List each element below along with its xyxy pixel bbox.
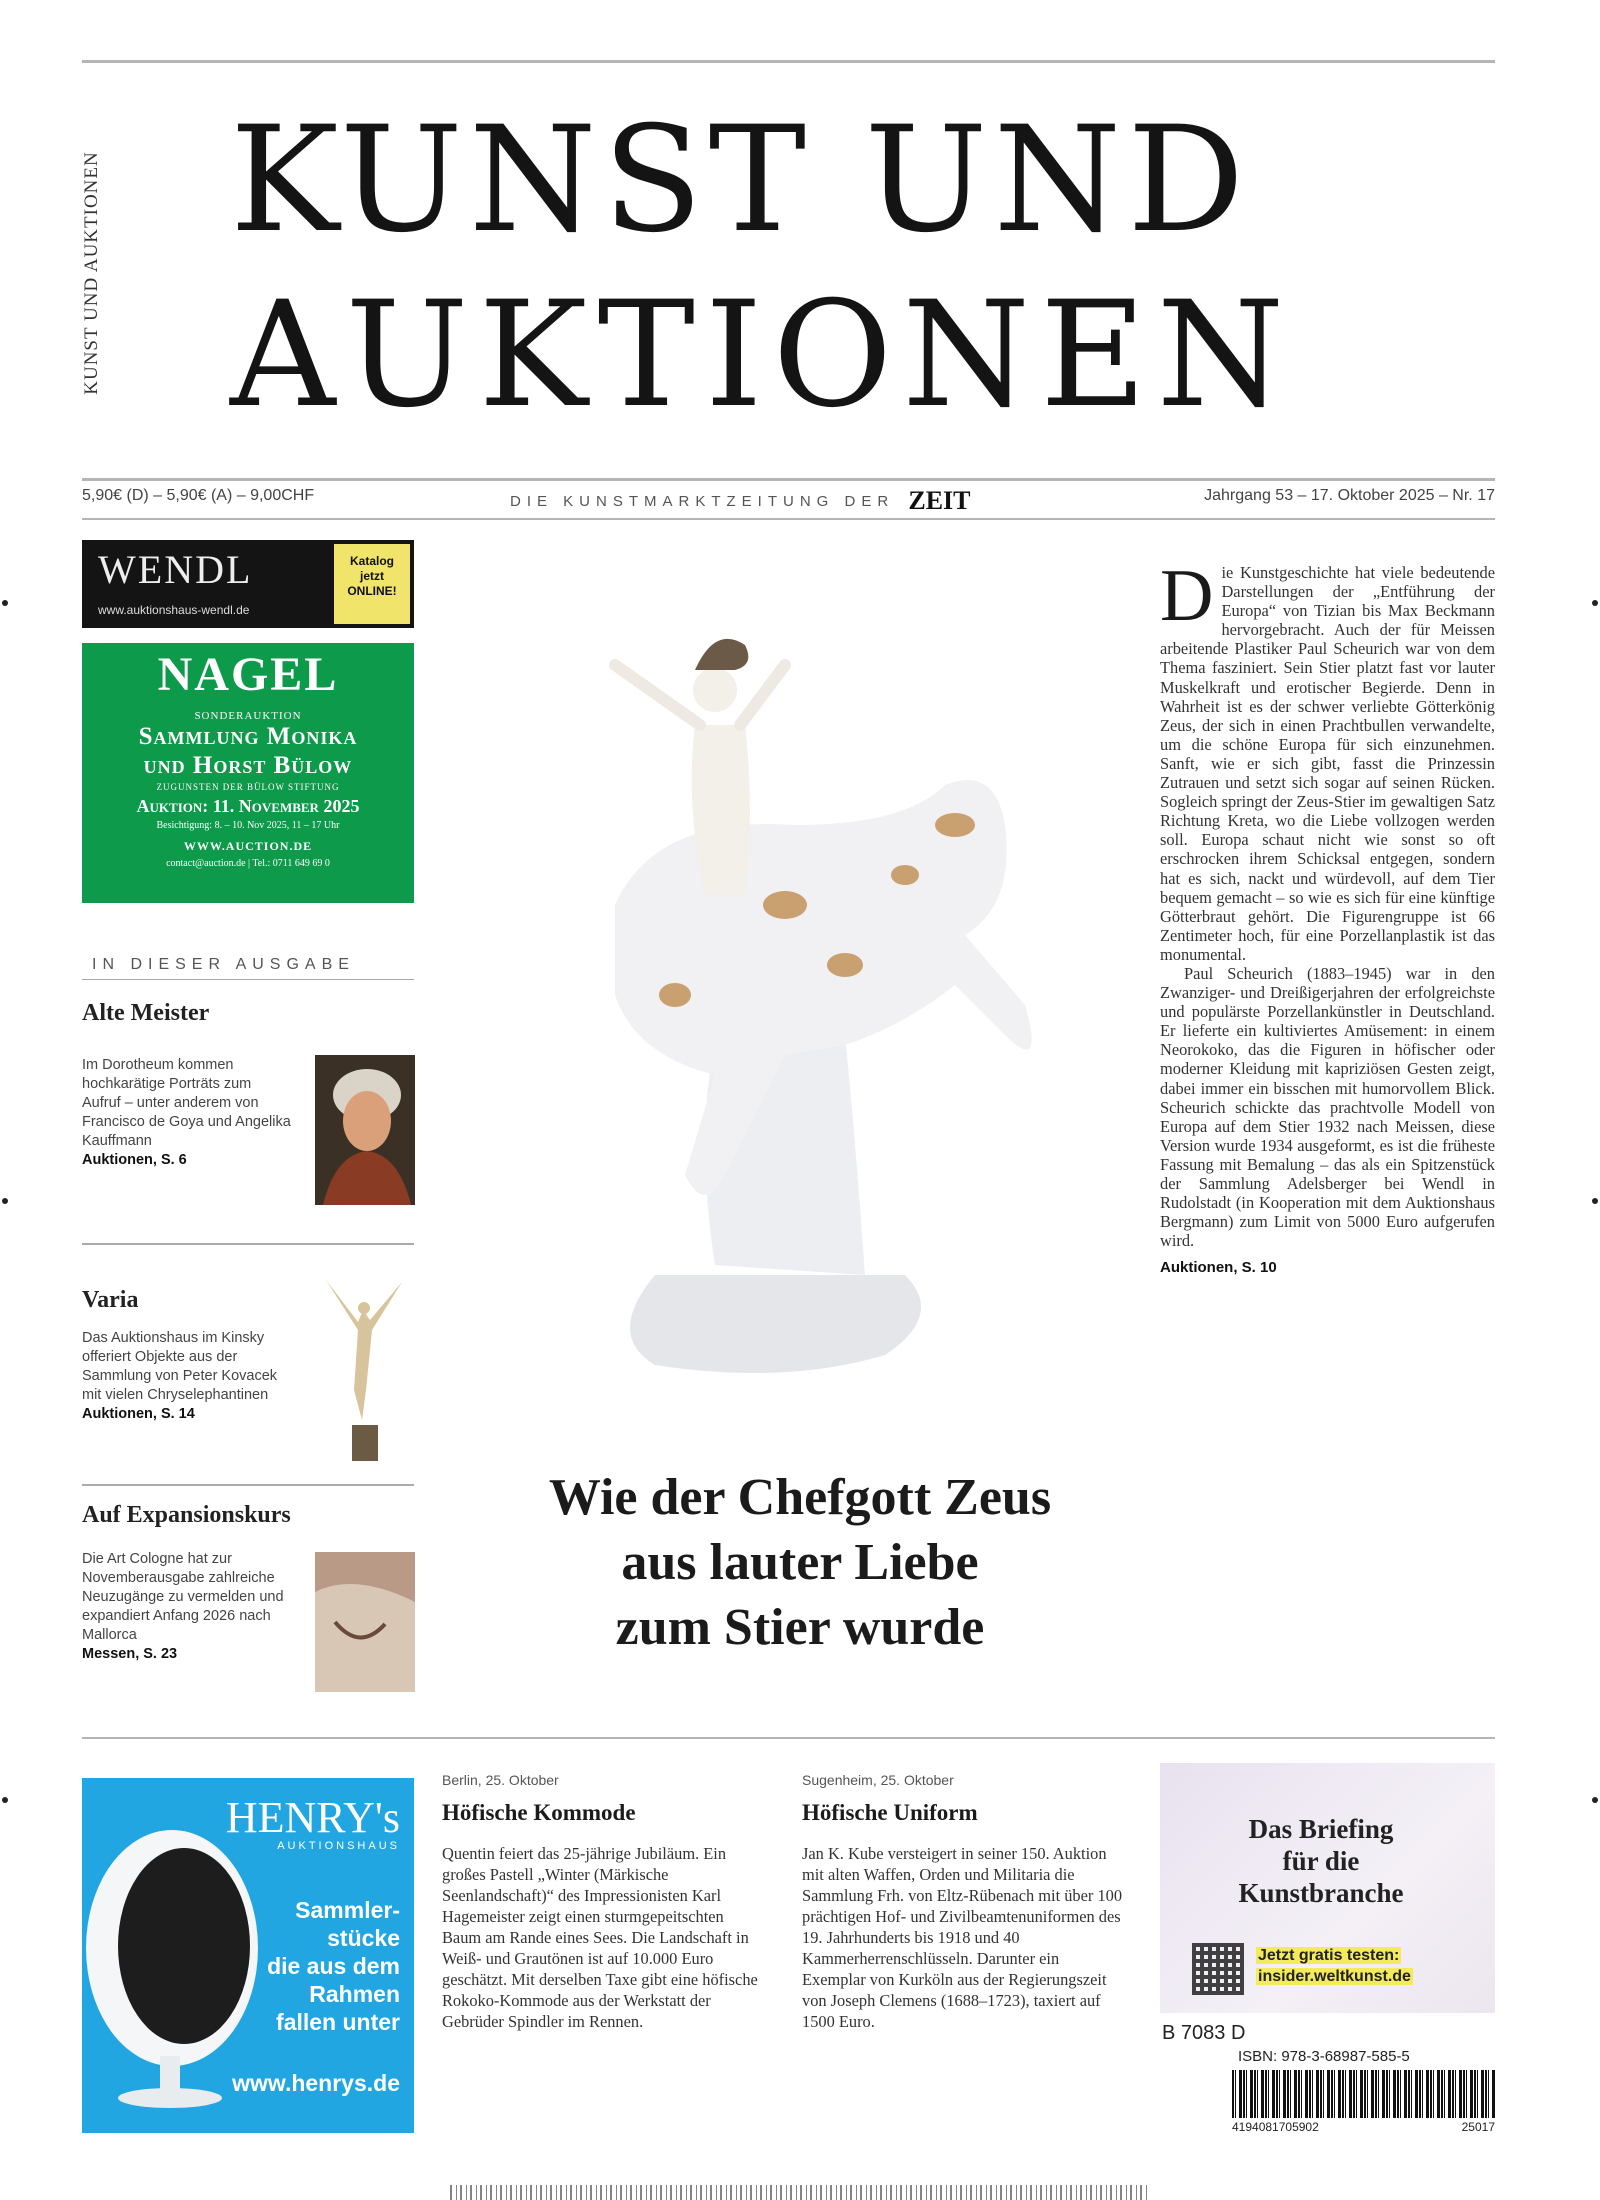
nagel-subtitle: SONDERAUKTION xyxy=(194,710,302,722)
masthead-line-1: KUNST UND xyxy=(230,95,1251,265)
nagel-logo: NAGEL xyxy=(157,648,339,701)
column-dateline: Sugenheim, 25. Oktober xyxy=(802,1772,954,1788)
teaser-title-varia[interactable]: Varia xyxy=(82,1287,139,1313)
wendl-logo: WENDL xyxy=(98,547,253,592)
tagline xyxy=(510,483,971,515)
qr-code-icon xyxy=(1192,1943,1244,1995)
henrys-url: www.henrys.de xyxy=(232,2070,400,2096)
column-dateline: Berlin, 25. Oktober xyxy=(442,1772,559,1788)
briefing-cta: Jetzt gratis testen: insider.weltkunst.de xyxy=(1258,1947,1411,1985)
teaser-ref: Auktionen, S. 6 xyxy=(82,1152,187,1168)
lead-article xyxy=(1160,555,1495,1277)
article-paragraph: Paul Scheurich (1883–1945) war in den Zwanziger- und Dreißigerjahren der erfolgreichste und populärste Porzellankünstler in Deutschland. Er lieferte ein kultiviertes Amüsement: in einem Neorokoko, das die Figuren in höfischer oder moderner Kleidung mit kapriziösen Gesten zeigt, dabei immer ein bisschen mit humorvollem Blick. Scheurich schickte das prachtvolle Modell von Europa auf dem Stier 1932 nach Meissen, diese Version wurde 1934 ausgeformt, es ist die früheste Fassung mit Bemalung – das als ein Spitzenstück der Sammlung Adelsberger bei Wendl in Rudolstadt (in Kooperation mit dem Auktionshaus Bergmann) zum Limit von 5000 Euro aufgerufen wird. xyxy=(1160,963,1495,1251)
divider xyxy=(82,1243,414,1245)
barcode-bars xyxy=(1232,2070,1495,2118)
teaser-title-alte-meister[interactable]: Alte Meister xyxy=(82,1000,210,1026)
henrys-subtitle: AUKTIONSHAUS xyxy=(277,1840,400,1852)
addon-number: 25017 xyxy=(1461,2120,1495,2134)
registration-mark xyxy=(2,1797,8,1803)
print-code: B 7083 D xyxy=(1162,2022,1246,2044)
issue-info: Jahrgang 53 – 17. Oktober 2025 – Nr. 17 xyxy=(1204,487,1495,504)
isbn: ISBN: 978-3-68987-585-5 xyxy=(1238,2048,1410,2065)
article-ref: Auktionen, S. 10 xyxy=(1160,1259,1277,1277)
briefing-ad[interactable] xyxy=(1160,1763,1495,2013)
masthead xyxy=(230,95,1410,445)
price-info: 5,90€ (D) – 5,90€ (A) – 9,00CHF xyxy=(82,487,315,504)
lead-headline[interactable]: Wie der Chefgott Zeus aus lauter Liebe zum Stier wurde xyxy=(548,1469,1052,1656)
henrys-ad[interactable] xyxy=(82,1778,414,2133)
art-image xyxy=(315,1552,415,1692)
sculpture-image xyxy=(318,1270,408,1465)
infobar-top-rule xyxy=(82,478,1495,481)
spine-title: KUNST UND AUKTIONEN xyxy=(81,151,102,395)
nagel-ad[interactable] xyxy=(82,643,414,903)
teaser-title-expansionskurs[interactable]: Auf Expansionskurs xyxy=(82,1502,291,1528)
registration-mark xyxy=(2,1198,8,1204)
bottom-section-rule xyxy=(82,1737,1495,1739)
tagline-text: DIE KUNSTMARKTZEITUNG DER xyxy=(510,493,895,510)
nagel-note: ZUGUNSTEN DER BÜLOW STIFTUNG xyxy=(156,782,340,792)
teaser-text: Im Dorotheum kommen hochkarätige Porträts zum Aufruf – unter anderem von Francisco de Goya und Angelika Kauffmann Auktionen, S. 6 xyxy=(82,1057,291,1168)
briefing-title: Das Briefing für die Kunstbranche xyxy=(1238,1814,1404,1908)
registration-mark xyxy=(1592,600,1598,606)
catalog-badge: Katalog jetzt ONLINE! xyxy=(334,544,410,624)
footer-marks xyxy=(450,2185,1150,2200)
barcode xyxy=(1232,2070,1495,2134)
wendl-url: www.auktionshaus-wendl.de xyxy=(98,603,250,617)
column-title[interactable]: Höfische Uniform xyxy=(802,1800,978,1825)
ean-number: 4194081705902 xyxy=(1232,2120,1319,2134)
porcelain-figurine-image xyxy=(525,575,1085,1385)
portrait-image xyxy=(315,1055,415,1205)
divider xyxy=(82,1484,414,1486)
nagel-viewing: Besichtigung: 8. – 10. Nov 2025, 11 – 17 Uhr xyxy=(156,820,340,831)
henrys-copy: Sammler- stücke die aus dem Rahmen fallen unter xyxy=(267,1897,400,2035)
nagel-headline: Sammlung Monika und Horst Bülow xyxy=(138,723,358,779)
registration-mark xyxy=(2,600,8,606)
masthead-line-2: AUKTIONEN xyxy=(230,270,1295,440)
top-rule xyxy=(82,60,1495,63)
registration-mark xyxy=(1592,1198,1598,1204)
wendl-ad[interactable] xyxy=(82,540,414,628)
column-text: Jan K. Kube versteigert in seiner 150. Auktion mit alten Waffen, Orden und Militaria die Sammlung Frh. von Eltz-Rübenach mit über 100 prächtigen Hof- und Zivilbeamtenuniformen des 19. Jahrhunderts bis 1918 und 40 Kammerherrenschlüsseln. Darunter ein Exemplar von Kurköln aus der Regierungszeit von Joseph Clemens (1688–1723), taxiert auf 1500 Euro. xyxy=(802,1844,1123,2031)
henrys-logo: HENRY's xyxy=(225,1793,400,1842)
nagel-date: Auktion: 11. November 2025 xyxy=(136,796,360,816)
section-in-this-issue: IN DIESER AUSGABE xyxy=(82,952,414,980)
teaser-ref: Messen, S. 23 xyxy=(82,1646,178,1662)
teaser-text: Die Art Cologne hat zur Novemberausgabe zahlreiche Neuzugänge zu vermelden und expandiert Anfang 2026 nach Mallorca Messen, S. 23 xyxy=(82,1551,284,1662)
teaser-ref: Auktionen, S. 14 xyxy=(82,1406,195,1422)
infobar-bottom-rule xyxy=(82,518,1495,520)
drop-cap: D xyxy=(1160,555,1214,637)
zeit-logo: ZEIT xyxy=(908,486,971,515)
column-text: Quentin feiert das 25-jährige Jubiläum. Ein großes Pastell „Winter (Märkische Seenlandschaft)“ des Impressionisten Karl Hagemeister zeigt einen sturmgepeitschten Baum am Rande eines Sees. Die Landschaft in Weiß- und Grautönen ist auf 10.000 Euro geschätzt. Mit derselben Taxe gibt eine höfische Rokoko-Kommode aus der Werkstatt der Gebrüder Spindler im Rennen. xyxy=(442,1844,758,2031)
nagel-contact: contact@auction.de | Tel.: 0711 649 69 0 xyxy=(166,858,330,869)
nagel-web: WWW.AUCTION.DE xyxy=(183,839,313,853)
article-paragraph: ie Kunstgeschichte hat viele bedeutende Darstellungen der „Entführung der Europa“ von Tizian bis Max Beckmann hervorgebracht. Auch der für Meissen arbeitende Plastiker Paul Scheurich war von dem Thema fasziniert. Sein Stier platzt fast vor lauter Muskelkraft und erotischer Begierde. Denn in Wahrheit ist es der schwer verliebte Götterkönig Zeus, der sich in einen Prachtbullen verwandelte, um die schöne Europa für sich einzunehmen. Sanft, wie er sich gibt, fasst die Prinzessin Zutrauen und setzt sich sogar auf seinen Rücken. Sogleich springt der Zeus-Stier im gewaltigen Satz Richtung Kreta, wo die Liebe vollzogen werden soll. Europa schaut nicht wie sonst so oft erschrocken ihrem Schicksal entgegen, sondern hat es sich, nackt und würdevoll, auf dem Tier bequem gemacht – so wie es sich für eine künftige Götterbraut gehört. Die Figurengruppe ist 66 Zentimeter hoch, für eine Porzellanplastik ist das monumental. xyxy=(1160,563,1495,964)
registration-mark xyxy=(1592,1797,1598,1803)
teaser-text: Das Auktionshaus im Kinsky offeriert Objekte aus der Sammlung von Peter Kovacek mit vielen Chryselephantinen Auktionen, S. 14 xyxy=(82,1330,278,1422)
column-title[interactable]: Höfische Kommode xyxy=(442,1800,636,1825)
